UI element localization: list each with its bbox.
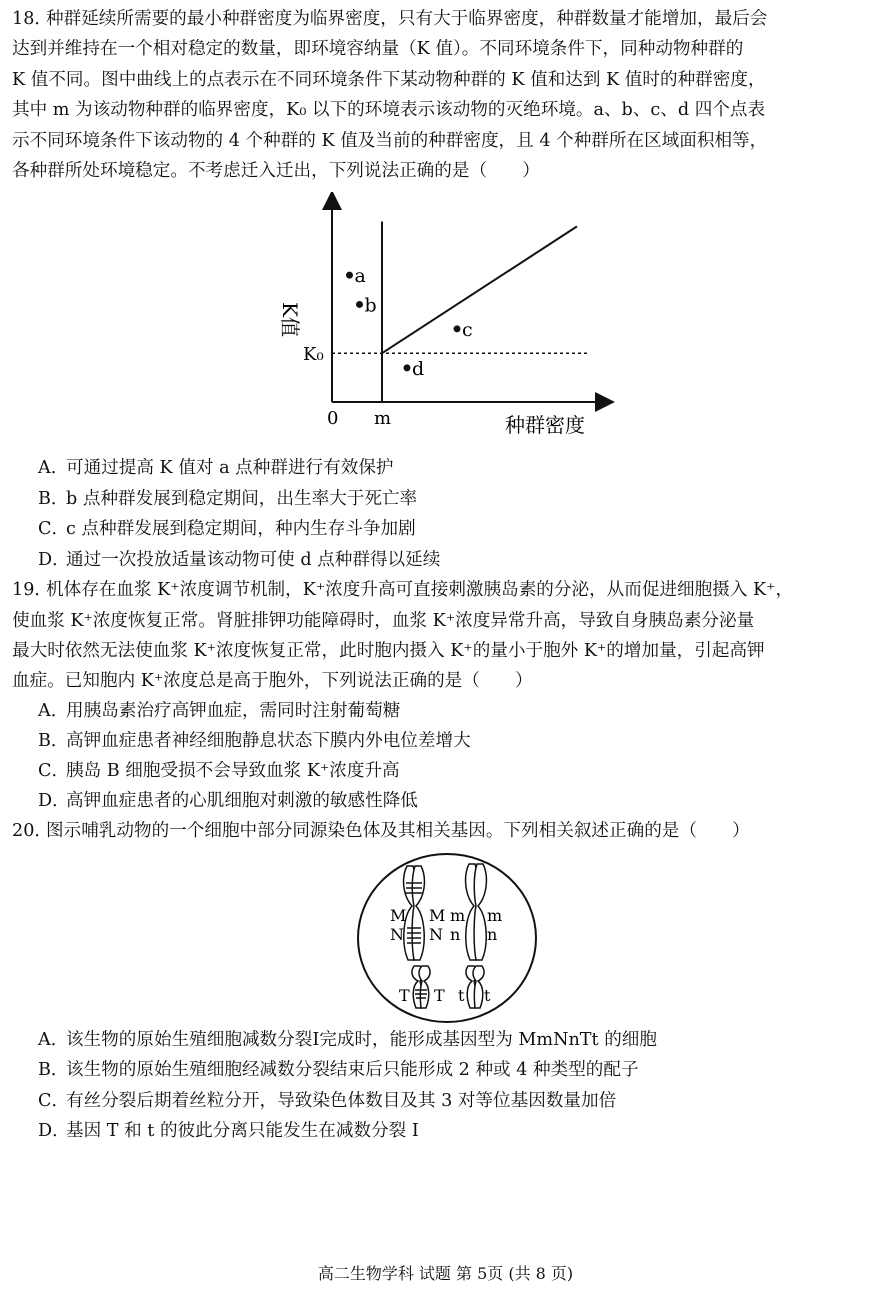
q18-option-b: B．b 点种群发展到稳定期间，出生率大于死亡率	[38, 489, 418, 509]
point-c	[454, 325, 461, 332]
page-footer: 高二生物学科 试题 第 5页 (共 8 页)	[317, 1264, 574, 1283]
q18-stem-line: 各种群所处环境稳定。不考虑迁入迁出，下列说法正确的是（ ）	[12, 161, 540, 181]
m-tick-label: m	[374, 408, 392, 429]
q18-stem-line: K 值不同。图中曲线上的点表示在不同环境条件下某动物种群的 K 值和达到 K 值时的种群密度，	[12, 70, 766, 90]
point-d	[404, 364, 411, 371]
q19-number: 19．	[12, 580, 52, 600]
q18-option-a: A．可通过提高 K 值对 a 点种群进行有效保护	[38, 458, 394, 478]
q19-stem-line: 最大时依然无法使血浆 K⁺浓度恢复正常，此时胞内摄入 K⁺的量小于胞外 K⁺的增加量，引起高钾	[12, 641, 765, 661]
q19-option-d: D．高钾血症患者的心肌细胞对刺激的敏感性降低	[38, 791, 418, 811]
chromosome-t-upper	[412, 966, 430, 1008]
data-points	[346, 265, 473, 380]
gene-label: M	[390, 906, 407, 925]
q20-option-b: B．该生物的原始生殖细胞经减数分裂结束后只能形成 2 种或 4 种类型的配子	[38, 1060, 639, 1080]
gene-label: N	[429, 925, 443, 944]
q19-option-b: B．高钾血症患者神经细胞静息状态下膜内外电位差增大	[38, 731, 471, 751]
y-axis-label: K值	[278, 302, 302, 337]
q18-stem-line: 其中 m 为该动物种群的临界密度，K₀ 以下的环境表示该动物的灭绝环境。a、b、c、d 四个点表	[12, 100, 766, 120]
chromosome-mn-lower-pair	[466, 864, 487, 960]
point-b	[356, 301, 363, 308]
gene-label: M	[429, 906, 446, 925]
q20-option-d: D．基因 T 和 t 的彼此分离只能发生在减数分裂 I	[38, 1121, 419, 1141]
chromosome-figure	[352, 848, 542, 1028]
q18-stem-line: 18．种群延续所需要的最小种群密度为临界密度，只有大于临界密度，种群数量才能增加，最后会	[12, 4, 767, 34]
q18-option-c: C．c 点种群发展到稳定期间，种内生存斗争加剧	[38, 519, 416, 539]
q20-option-a: A．该生物的原始生殖细胞减数分裂Ⅰ完成时，能形成基因型为 MmNnTt 的细胞	[38, 1030, 657, 1050]
k-curve-line	[382, 226, 577, 353]
gene-label: T	[399, 986, 410, 1005]
q19-stem-line: 血症。已知胞内 K⁺浓度总是高于胞外，下列说法正确的是（ ）	[12, 671, 533, 691]
chromosome-mn-pair	[404, 866, 425, 960]
gene-label: t	[484, 986, 491, 1005]
gene-label: m	[450, 906, 466, 925]
gene-label: m	[487, 906, 503, 925]
point-label-a: a	[354, 265, 366, 288]
q18-stem-line: 达到并维持在一个相对稳定的数量，即环境容纳量（K 值）。不同环境条件下，同种动物种群的	[12, 39, 744, 59]
q18-number: 18．	[12, 9, 52, 29]
q20-option-c: C．有丝分裂后期着丝粒分开，导致染色体数目及其 3 对等位基因数量加倍	[38, 1091, 617, 1111]
gene-label: T	[434, 986, 445, 1005]
x-axis-label: 种群密度	[505, 413, 585, 437]
q20-stem-line: 20．图示哺乳动物的一个细胞中部分同源染色体及其相关基因。下列相关叙述正确的是（ ）	[12, 816, 750, 846]
k0-tick-label: K₀	[303, 344, 324, 366]
cell-outline	[358, 854, 536, 1022]
q19-option-a: A．用胰岛素治疗高钾血症，需同时注射葡萄糖	[38, 701, 401, 721]
chromosome-t-lower	[466, 966, 484, 1008]
q19-option-c: C．胰岛 B 细胞受损不会导致血浆 K⁺浓度升高	[38, 761, 400, 781]
q19-stem-line: 19．机体存在血浆 K⁺浓度调节机制，K⁺浓度升高可直接刺激胰岛素的分泌，从而促进细胞摄入 K⁺，	[12, 575, 793, 605]
q18-stem-line: 示不同环境条件下该动物的 4 个种群的 K 值及当前的种群密度，且 4 个种群所在区域面积相等，	[12, 131, 768, 151]
gene-label: n	[450, 925, 461, 944]
point-label-c: c	[462, 318, 473, 341]
q20-number: 20．	[12, 821, 52, 841]
q19-stem-line: 使血浆 K⁺浓度恢复正常。肾脏排钾功能障碍时，血浆 K⁺浓度异常升高，导致自身胰岛素分泌量	[12, 611, 755, 631]
point-a	[346, 272, 353, 279]
gene-label: N	[390, 925, 404, 944]
gene-label: t	[458, 986, 465, 1005]
q18-option-d: D．通过一次投放适量该动物可使 d 点种群得以延续	[38, 550, 441, 570]
k-value-chart	[275, 192, 625, 452]
origin-label: 0	[327, 408, 339, 429]
gene-label: n	[487, 925, 498, 944]
point-label-d: d	[412, 357, 425, 380]
point-label-b: b	[364, 294, 377, 317]
